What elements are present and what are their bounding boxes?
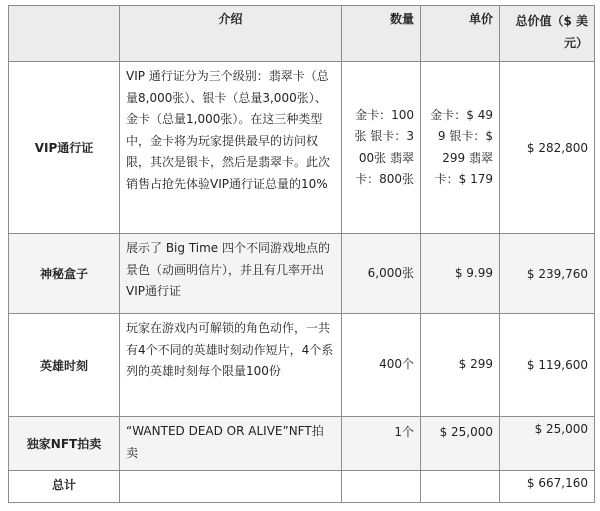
sales-table (8, 5, 595, 503)
header-intro: 介绍 (120, 6, 342, 62)
row-name-vip: VIP通行证 (9, 62, 120, 234)
table-row (9, 62, 595, 234)
row-price-hero-moments: $ 299 (421, 314, 500, 417)
table-footer-row (9, 471, 595, 503)
footer-qty-empty (342, 471, 421, 503)
footer-label: 总计 (9, 471, 120, 503)
row-intro-nft-auction: “WANTED DEAD OR ALIVE”NFT拍卖 (120, 417, 342, 471)
table-row (9, 417, 595, 471)
header-unit-price: 单价 (421, 6, 500, 62)
row-total-mystery-box: $ 239,760 (500, 234, 595, 314)
row-qty-hero-moments: 400个 (342, 314, 421, 417)
row-total-nft-auction: $ 25,000 (500, 417, 595, 471)
row-intro-vip: VIP 通行证分为三个级别：翡翠卡（总量8,000张）、银卡（总量3,000张）、金卡（总量1,000张）。在这三种类型中，金卡将为玩家提供最早的访问权限，其次是银卡，然后是翡翠卡。此次销售占抢先体验VIP通行证总量的10% (120, 62, 342, 234)
row-intro-hero-moments: 玩家在游戏内可解锁的角色动作，一共有4个不同的英雄时刻动作短片，4个系列的英雄时刻每个限量100份 (120, 314, 342, 417)
row-intro-mystery-box: 展示了 Big Time 四个不同游戏地点的景色（动画明信片），并且有几率开出VIP通行证 (120, 234, 342, 314)
row-price-vip: 金卡：$ 499 银卡：$ 299 翡翠卡：$ 179 (421, 62, 500, 234)
row-name-mystery-box: 神秘盒子 (9, 234, 120, 314)
row-total-hero-moments: $ 119,600 (500, 314, 595, 417)
row-price-nft-auction: $ 25,000 (421, 417, 500, 471)
row-name-hero-moments: 英雄时刻 (9, 314, 120, 417)
table-row (9, 314, 595, 417)
footer-intro-empty (120, 471, 342, 503)
row-price-mystery-box: $ 9.99 (421, 234, 500, 314)
row-qty-nft-auction: 1个 (342, 417, 421, 471)
footer-price-empty (421, 471, 500, 503)
row-name-nft-auction: 独家NFT拍卖 (9, 417, 120, 471)
header-qty: 数量 (342, 6, 421, 62)
table-header-row (9, 6, 595, 62)
header-total-value: 总价值（$ 美元） (500, 6, 595, 62)
row-total-vip: $ 282,800 (500, 62, 595, 234)
header-item (9, 6, 120, 62)
row-qty-mystery-box: 6,000张 (342, 234, 421, 314)
footer-total: $ 667,160 (500, 471, 595, 503)
table-row (9, 234, 595, 314)
row-qty-vip: 金卡：100张 银卡：300张 翡翠卡：800张 (342, 62, 421, 234)
